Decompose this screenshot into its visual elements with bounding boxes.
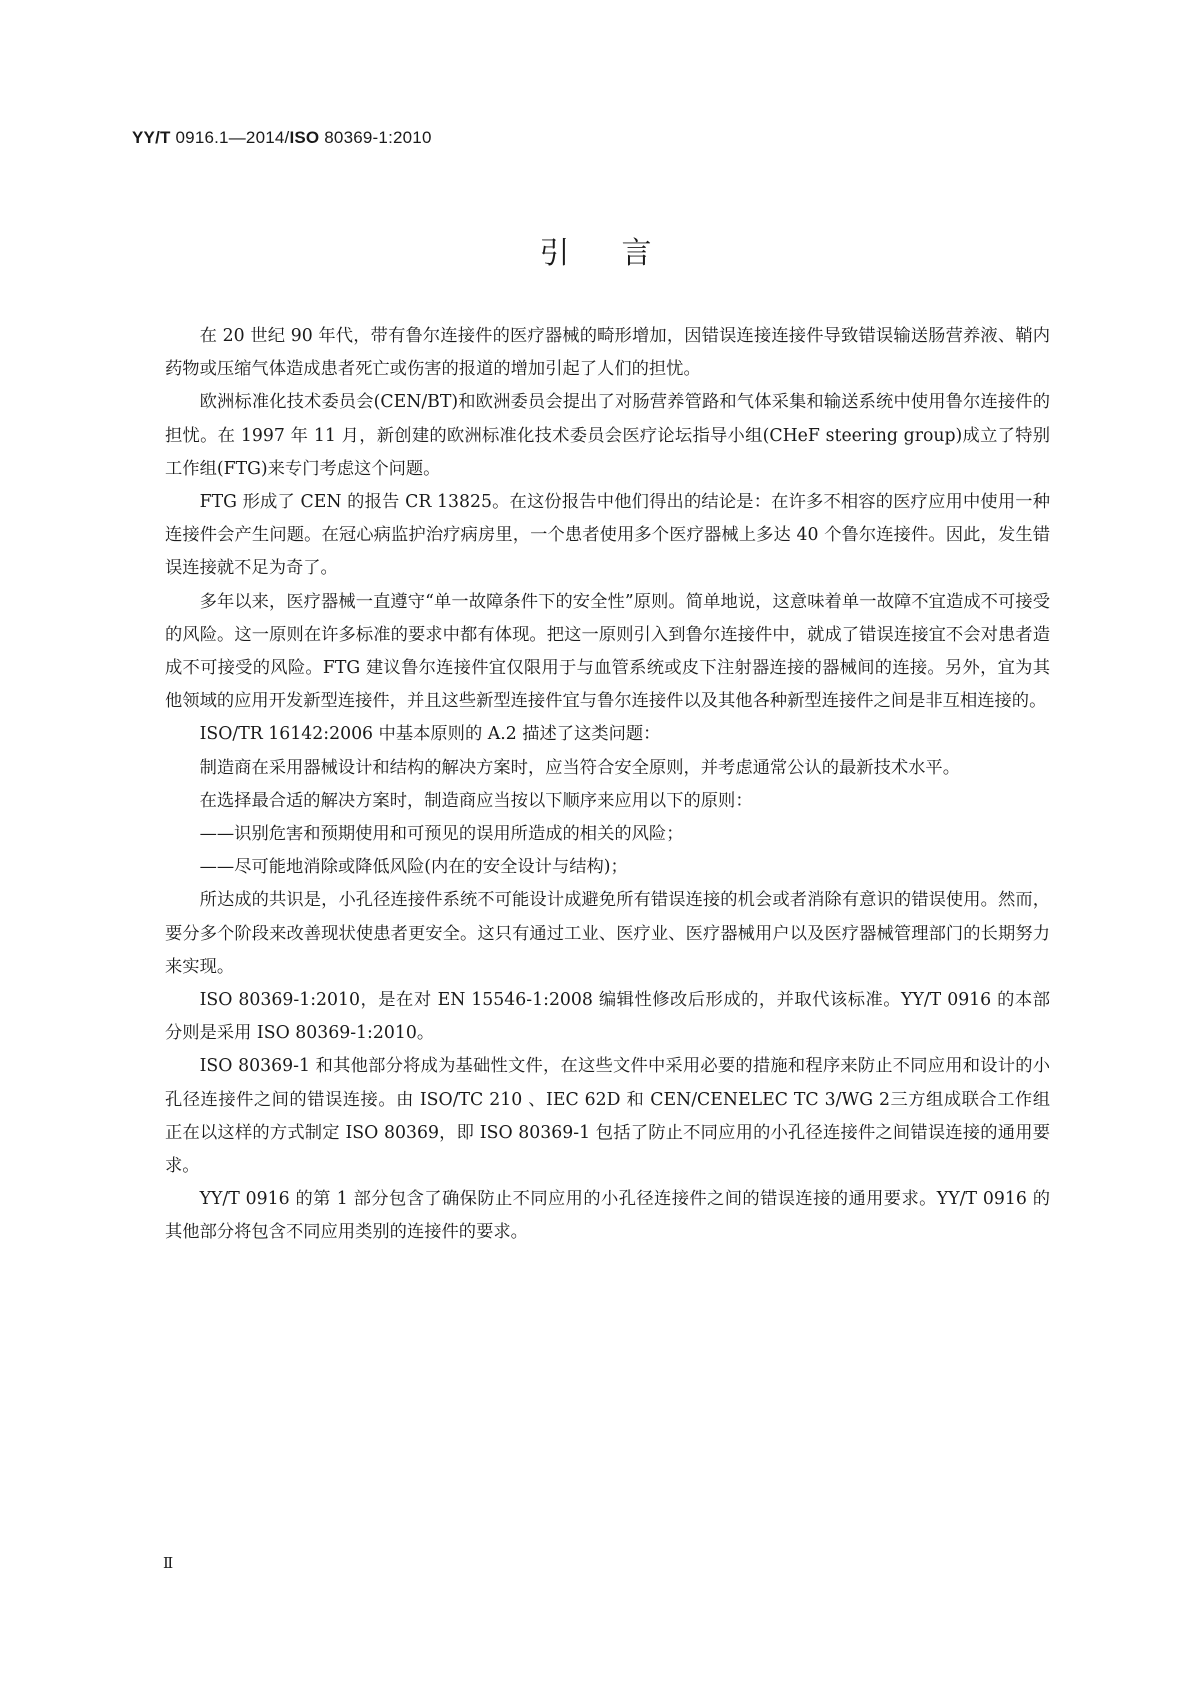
paragraph: ISO 80369-1 和其他部分将成为基础性文件，在这些文件中采用必要的措施和程序来防止不同应用和设计的小孔径连接件之间的错误连接。由 ISO/TC 210 、IEC 62D 和 CEN/CENELEC TC 3/WG 2三方组成联合工作组正在以这样的方式制定 ISO 80369，即 ISO 80369-1 包括了防止不同应用的小孔径连接件之间错误连接的通用要求。 [165, 1056, 1050, 1177]
paragraph: 所达成的共识是，小孔径连接件系统不可能设计成避免所有错误连接的机会或者消除有意识的错误使用。然而，要分多个阶段来改善现状使患者更安全。这只有通过工业、医疗业、医疗器械用户以及医疗器械管理部门的长期努力来实现。 [165, 890, 1050, 977]
introduction-body [165, 320, 1050, 1250]
paragraph: YY/T 0916 的第 1 部分包含了确保防止不同应用的小孔径连接件之间的错误连接的通用要求。YY/T 0916 的其他部分将包含不同应用类别的连接件的要求。 [165, 1189, 1050, 1243]
iso-prefix: ISO [289, 128, 320, 147]
paragraph: 制造商在采用器械设计和结构的解决方案时，应当符合安全原则，并考虑通常公认的最新技术水平。 [199, 757, 960, 778]
page-number: Ⅱ [163, 1554, 174, 1572]
paragraph: 欧洲标准化技术委员会(CEN/BT)和欧洲委员会提出了对肠营养管路和气体采集和输送系统中使用鲁尔连接件的担忧。在 1997 年 11 月，新创建的欧洲标准化技术委员会医疗论坛指导小组(CHeF steering group)成立了特别工作组(FTG)来专门考虑这个问题。 [165, 392, 1050, 479]
paragraph: ISO/TR 16142:2006 中基本原则的 A.2 描述了这类问题： [199, 724, 661, 745]
standard-code [132, 128, 432, 148]
standard-code-prefix: YY/T [132, 128, 171, 147]
list-item: ——识别危害和预期使用和可预见的误用所造成的相关的风险； [199, 824, 684, 845]
page-title: 引言 [539, 236, 704, 271]
paragraph: 在 20 世纪 90 年代，带有鲁尔连接件的医疗器械的畸形增加，因错误连接连接件导致错误输送肠营养液、鞘内药物或压缩气体造成患者死亡或伤害的报道的增加引起了人们的担忧。 [165, 326, 1050, 380]
paragraph: FTG 形成了 CEN 的报告 CR 13825。在这份报告中他们得出的结论是：在许多不相容的医疗应用中使用一种连接件会产生问题。在冠心病监护治疗病房里，一个患者使用多个医疗器械上多达 40 个鲁尔连接件。因此，发生错误连接就不足为奇了。 [165, 492, 1050, 579]
paragraph: 多年以来，医疗器械一直遵守“单一故障条件下的安全性”原则。简单地说，这意味着单一故障不宜造成不可接受的风险。这一原则在许多标准的要求中都有体现。把这一原则引入到鲁尔连接件中，就成了错误连接宜不会对患者造成不可接受的风险。FTG 建议鲁尔连接件宜仅限用于与血管系统或皮下注射器连接的器械间的连接。另外，宜为其他领域的应用开发新型连接件，并且这些新型连接件宜与鲁尔连接件以及其他各种新型连接件之间是非互相连接的。 [165, 591, 1050, 712]
paragraph: ISO 80369-1:2010，是在对 EN 15546-1:2008 编辑性修改后形成的，并取代该标准。YY/T 0916 的本部分则是采用 ISO 80369-1:2010。 [165, 990, 1050, 1044]
iso-number: 80369-1:2010 [319, 128, 432, 147]
standard-code-number: 0916.1—2014/ [170, 128, 290, 147]
paragraph: 在选择最合适的解决方案时，制造商应当按以下顺序来应用以下的原则： [199, 790, 753, 811]
list-item: ——尽可能地消除或降低风险(内在的安全设计与结构)； [199, 857, 628, 878]
